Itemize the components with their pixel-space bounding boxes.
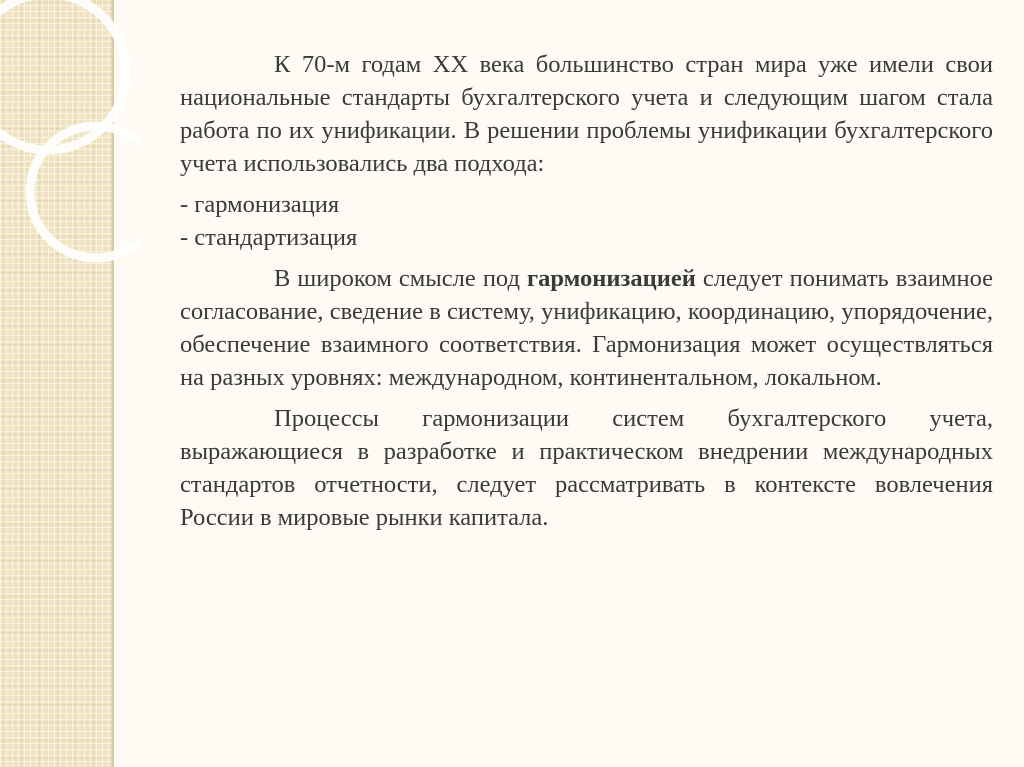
paragraph-harmonization-processes: Процессы гармонизации систем бухгалтерского учета, выражающиеся в разработке и практическом внедрении международных стандартов отчетности, следует рассматривать в контексте вовлечения России в мировые рынки капитала. bbox=[180, 405, 993, 531]
lower-ring bbox=[30, 126, 140, 258]
decorative-rings bbox=[0, 0, 140, 320]
slide-body-text bbox=[180, 48, 993, 542]
definition-lead-text: В широком смысле под bbox=[274, 265, 528, 292]
definition-body-text: следует понимать взаимное согласование, сведение в систему, унификацию, координацию, упорядочение, обеспечение взаимного соответствия. Гармонизация может осуществляться на разных уровнях: международном, континентальном, локальном. bbox=[180, 265, 994, 391]
paragraph-harmonization-definition bbox=[180, 262, 993, 394]
harmonization-term: гармонизацией bbox=[527, 265, 696, 292]
list-item-harmonization: - гармонизация bbox=[180, 191, 340, 218]
list-item-standardization: - стандартизация bbox=[180, 224, 358, 251]
paragraph-intro: К 70-м годам XX века большинство стран мира уже имели свои национальные стандарты бухгалтерского учета и следующим шагом стала работа по их унификации. В решении проблемы унификации бухгалтерского учета использовались два подхода: bbox=[180, 51, 993, 177]
approaches-list bbox=[180, 188, 993, 254]
